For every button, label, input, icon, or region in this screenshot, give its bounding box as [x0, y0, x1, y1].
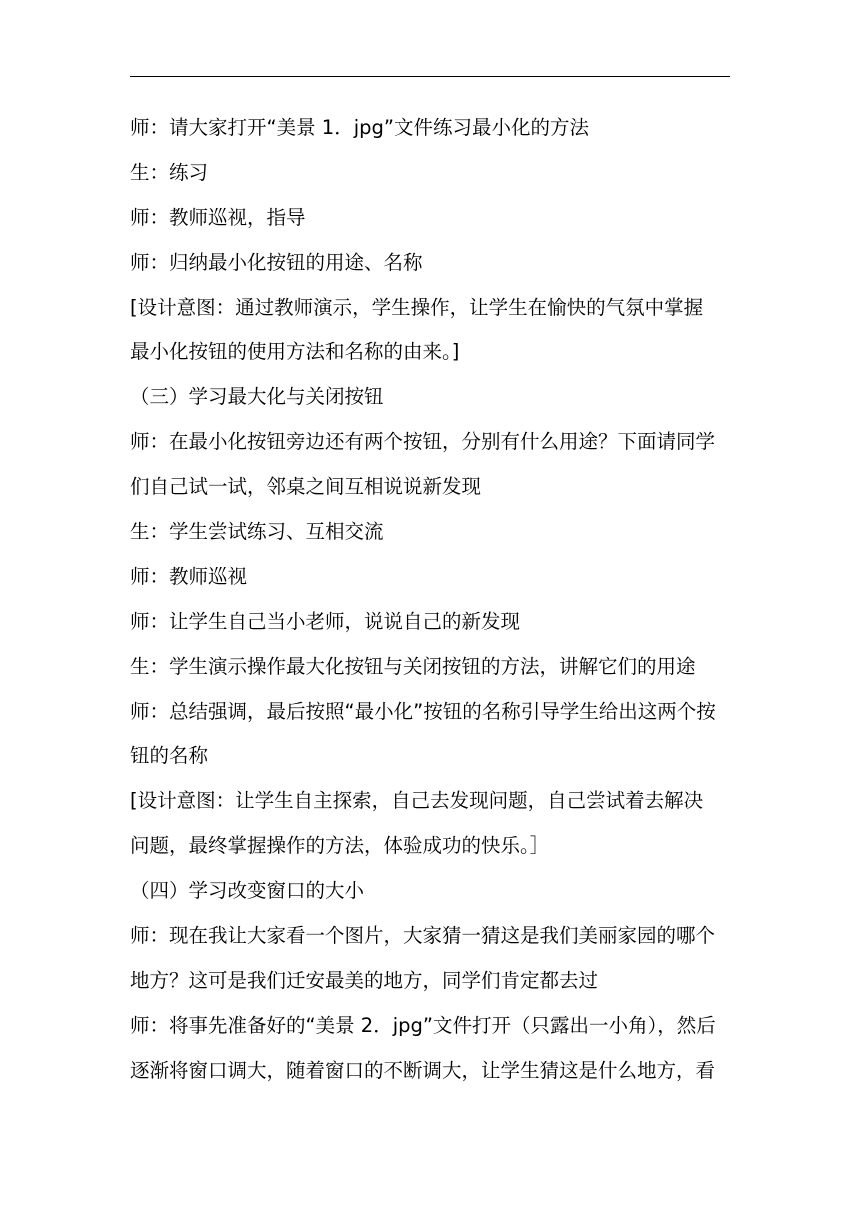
section-heading: （四）学习改变窗口的大小 — [130, 879, 365, 903]
header-rule — [130, 76, 730, 77]
text-line: 生：练习 — [130, 160, 209, 184]
text-line: 师：让学生自己当小老师，说说自己的新发现 — [130, 609, 521, 633]
text-line: 师：将事先准备好的“美景 2．jpg”文件打开（只露出一小角），然后 — [130, 1013, 716, 1037]
text-line: 师：教师巡视，指导 — [130, 205, 306, 229]
text-line: [设计意图：通过教师演示，学生操作，让学生在愉快的气氛中掌握 — [130, 295, 704, 319]
text-line: 逐渐将窗口调大，随着窗口的不断调大，让学生猜这是什么地方，看 — [130, 1058, 716, 1082]
text-line: 问题，最终掌握操作的方法，体验成功的快乐。］ — [130, 834, 550, 858]
document-body — [130, 112, 734, 1100]
text-line: 师：现在我让大家看一个图片，大家猜一猜这是我们美丽家园的哪个 — [130, 924, 716, 948]
text-line: 最小化按钮的使用方法和名称的由来。] — [130, 340, 460, 364]
text-line: 师：归纳最小化按钮的用途、名称 — [130, 250, 423, 274]
text-line: 们自己试一试，邻桌之间互相说说新发现 — [130, 475, 482, 499]
text-line: [设计意图：让学生自主探索，自己去发现问题，自己尝试着去解决 — [130, 789, 704, 813]
text-line: 师：请大家打开“美景 1．jpg”文件练习最小化的方法 — [130, 116, 589, 139]
section-heading: （三）学习最大化与关闭按钮 — [130, 385, 384, 409]
text-line: 生：学生尝试练习、互相交流 — [130, 520, 384, 544]
text-line: 师：在最小化按钮旁边还有两个按钮，分别有什么用途？下面请同学 — [130, 430, 716, 454]
text-line: 生：学生演示操作最大化按钮与关闭按钮的方法，讲解它们的用途 — [130, 654, 696, 678]
text-line: 师：总结强调，最后按照“最小化”按钮的名称引导学生给出这两个按 — [130, 699, 716, 723]
text-line: 地方？这可是我们迁安最美的地方，同学们肯定都去过 — [130, 968, 599, 992]
text-line: 钮的名称 — [130, 744, 209, 768]
text-line: 师：教师巡视 — [130, 564, 248, 588]
